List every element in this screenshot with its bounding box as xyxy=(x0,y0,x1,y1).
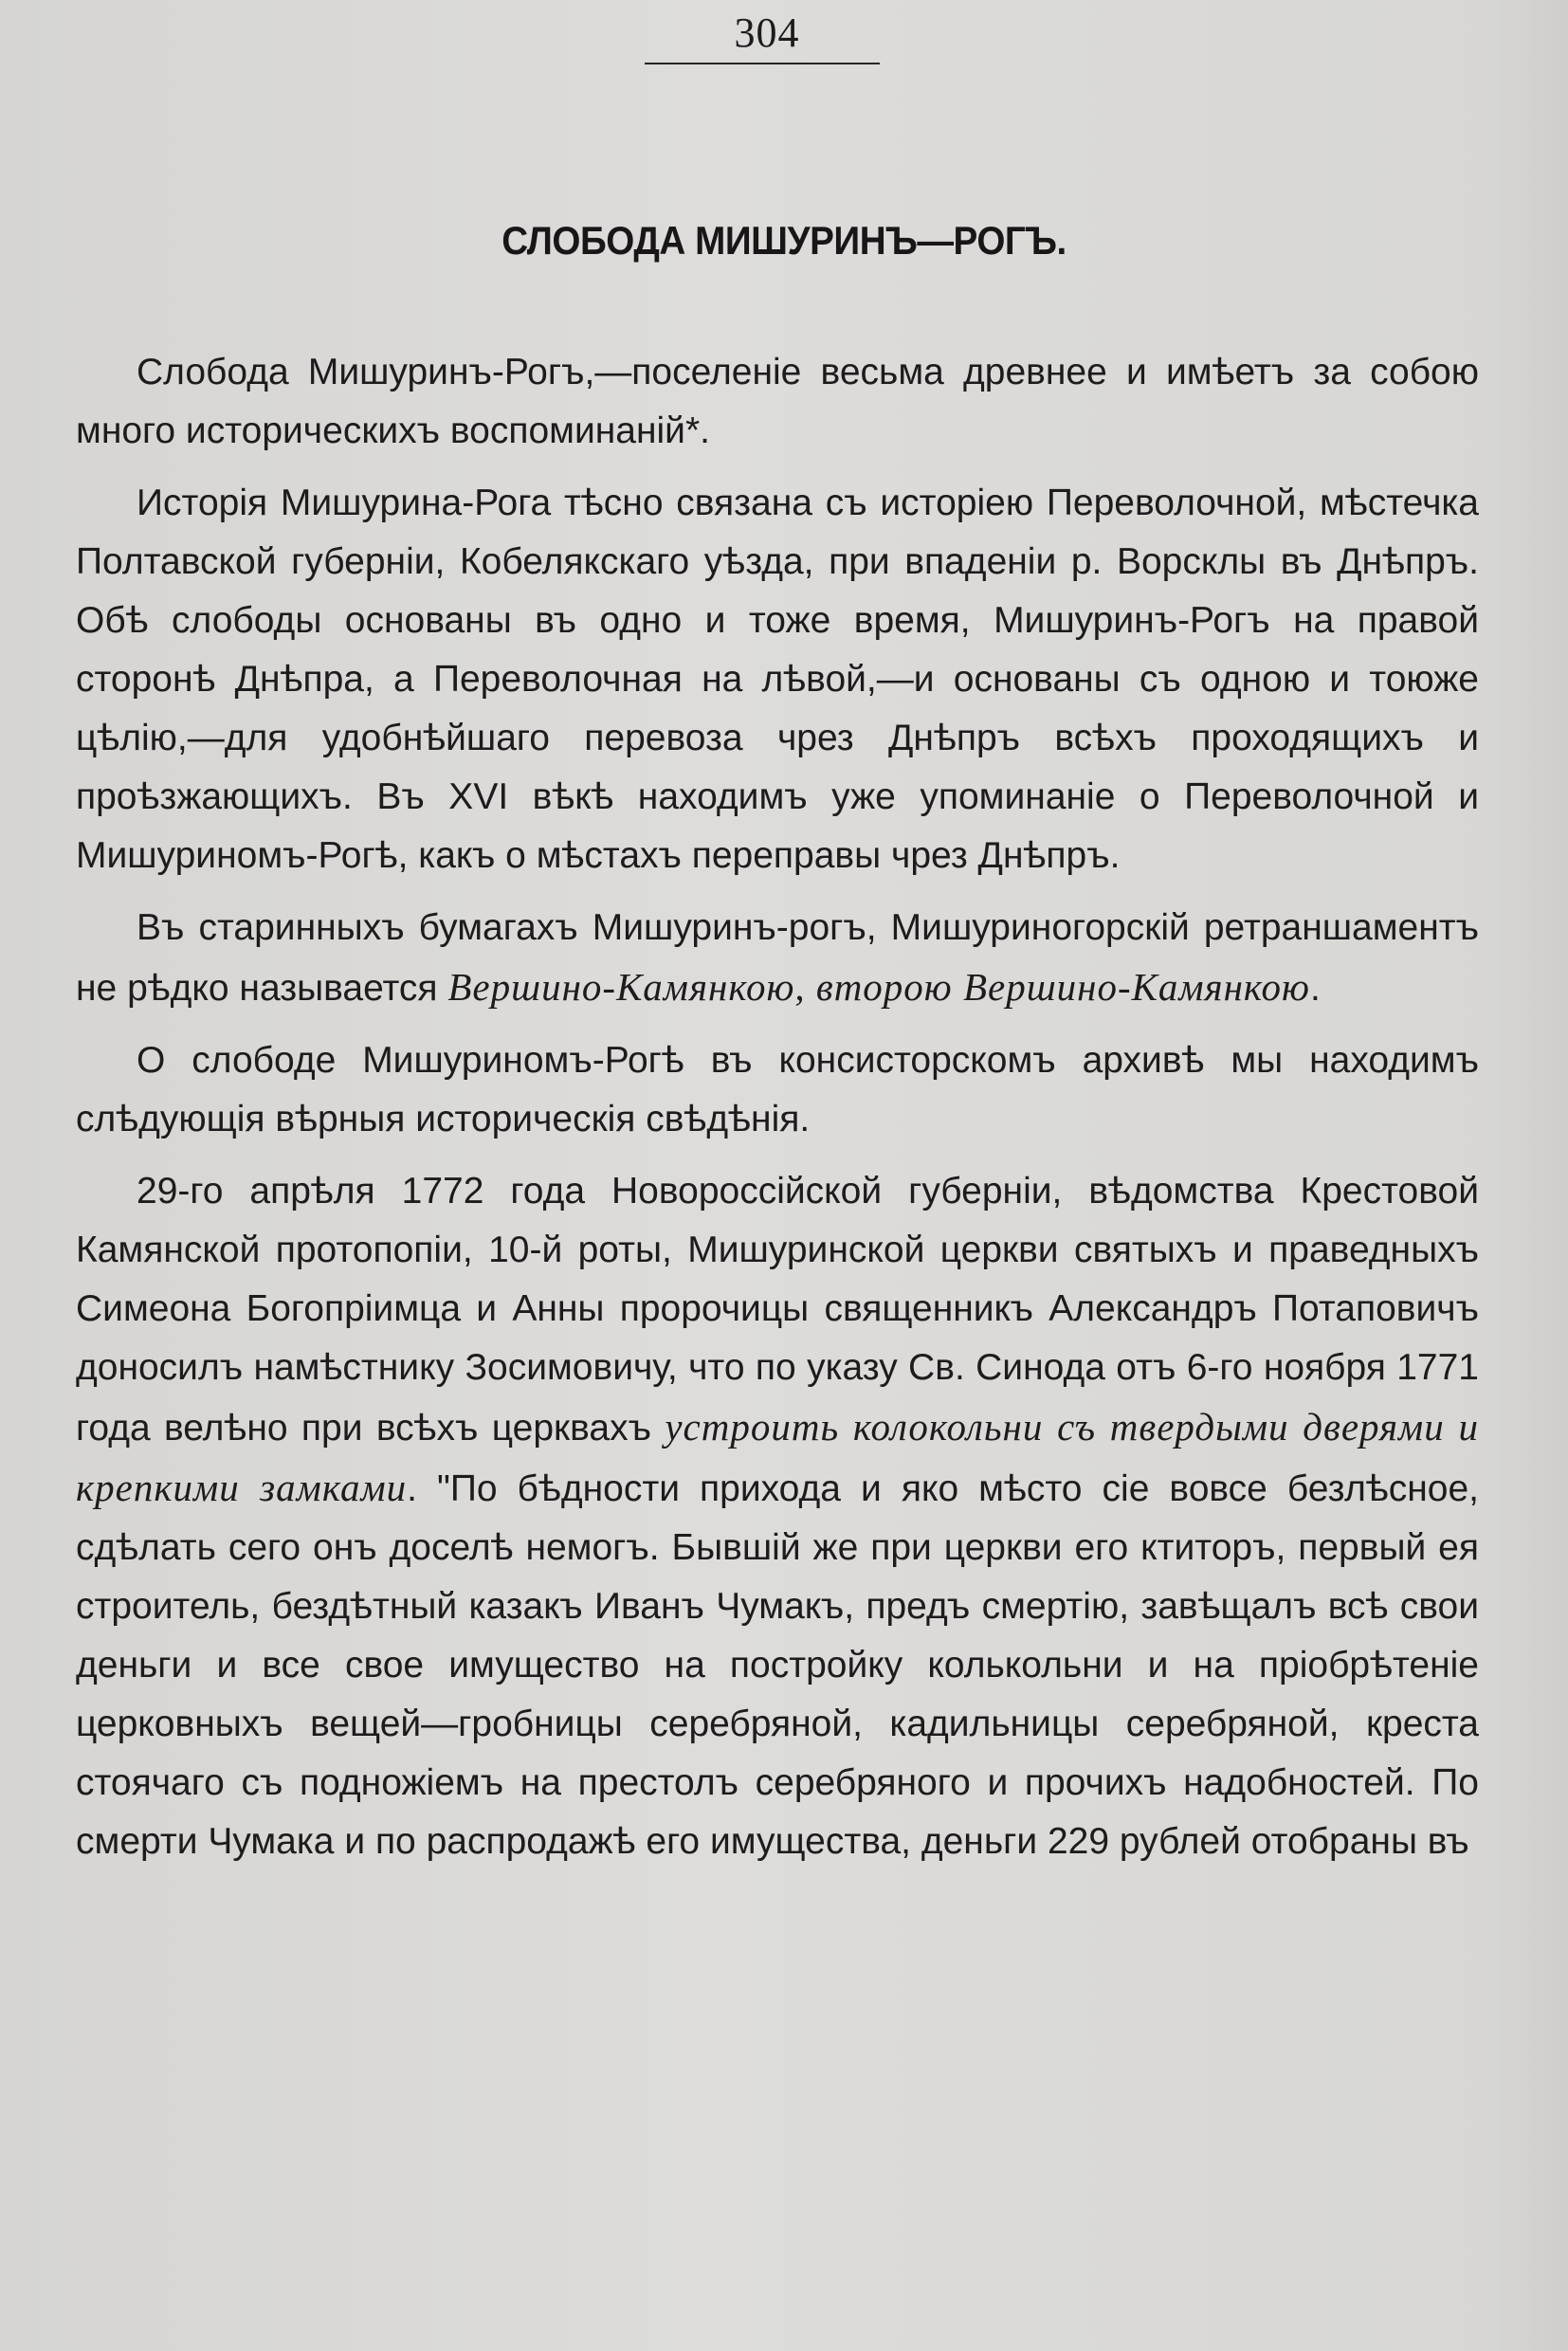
paragraph-3-text: Въ старинныхъ бумагахъ Мишуринъ-рогъ, Мишуриногорскій ретраншаментъ не рѣдко называется xyxy=(76,907,1479,1009)
paragraph-4: О слободе Мишуриномъ-Рогѣ въ консисторскомъ архивѣ мы находимъ слѣдующія вѣрныя историческія свѣдѣнія. xyxy=(76,1040,1479,1139)
paragraph-3-italic: Вершино-Камянкою, второю Вершино-Камянкою xyxy=(447,965,1310,1009)
paragraph-5-text: 29-го апрѣля 1772 года Новороссійской губерніи, вѣдомства Крестовой Камянской протопопіи, 10-й роты, Мишуринской церкви святыхъ и праведныхъ Симеона Богопріимца и Анны пророчицы священникъ Александръ Потаповичъ доносилъ намѣстнику Зосимовичу, что по указу Св. Синода отъ 6-го ноября 1771 года велѣно при всѣхъ церквахъ xyxy=(76,1171,1479,1449)
paragraph-2: Исторія Мишурина-Рога тѣсно связана съ исторіею Переволочной, мѣстечка Полтавской губерніи, Кобелякскаго уѣзда, при впаденіи р. Ворсклы въ Днѣпръ. Обѣ слободы основаны въ одно и тоже время, Мишуринъ-Рогъ на правой сторонѣ Днѣпра, а Переволочная на лѣвой,—и основаны съ одною и тоюже цѣлію,—для удобнѣйшаго перевоза чрез Днѣпръ всѣхъ проходящихъ и проѣзжающихъ. Въ XVI вѣкѣ находимъ уже упоминаніе о Переволочной и Мишуриномъ-Рогѣ, какъ о мѣстахъ переправы чрез Днѣпръ. xyxy=(76,483,1479,876)
page-number-rule xyxy=(645,63,880,64)
paragraph-5 xyxy=(76,1162,1479,1871)
paragraph-3 xyxy=(76,899,1479,1018)
body-text xyxy=(76,343,1479,1871)
page-number: 304 xyxy=(734,9,800,56)
paragraph-5-end: . "По бѣдности прихода и яко мѣсто сіе вовсе безлѣсное, сдѣлать сего онъ доселѣ немогъ. Бывшій же при церкви его ктиторъ, первый ея строитель, бездѣтный казакъ Иванъ Чумакъ, предъ смертію, завѣщалъ всѣ свои деньги и все свое имущество на постройку колькольни и на пріобрѣтеніе церковныхъ вещей—гробницы серебряной, кадильницы серебряной, креста стоячаго съ подножіемъ на престолъ серебряного и прочихъ надобностей. По смерти Чумака и по распродажѣ его имущества, деньги 229 рублей отобраны въ xyxy=(76,1468,1479,1862)
page-title: СЛОБОДА МИШУРИНЪ—РОГЪ. xyxy=(501,218,1067,263)
paragraph-1: Слобода Мишуринъ-Рогъ,—поселеніе весьма древнее и имѣетъ за собою много историческихъ воспоминаній*. xyxy=(76,352,1479,451)
page-number-container xyxy=(0,9,1568,57)
paragraph-3-end: . xyxy=(1309,968,1321,1009)
page-edge-shadow xyxy=(1483,0,1568,2351)
paragraph-5-italic: устроить колокольни съ твердыми дверями и крепкими замками xyxy=(76,1405,1479,1509)
